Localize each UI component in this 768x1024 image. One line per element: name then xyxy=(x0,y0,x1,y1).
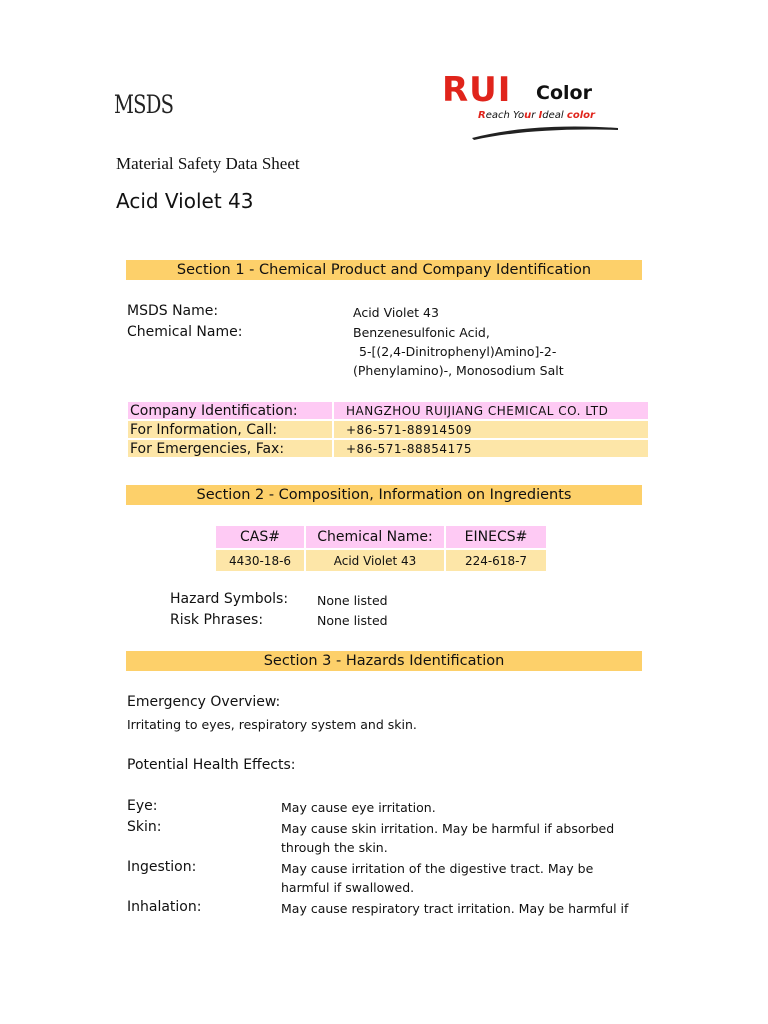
eye-effect-label: Eye: xyxy=(127,798,158,814)
section-2-header: Section 2 - Composition, Information on Ingredients xyxy=(126,485,642,505)
emergency-overview-text: Irritating to eyes, respiratory system and skin. xyxy=(127,717,417,732)
eye-effect-text: May cause eye irritation. xyxy=(281,800,436,815)
msds-name-value: Acid Violet 43 xyxy=(353,305,439,320)
msds-name-label: MSDS Name: xyxy=(127,303,219,319)
skin-effect-text-line-2: through the skin. xyxy=(281,840,388,855)
hazard-symbols-value: None listed xyxy=(317,593,388,608)
information-call-label: For Information, Call: xyxy=(128,421,332,438)
ingredient-chemical-name: Acid Violet 43 xyxy=(306,550,444,571)
skin-effect-text-line-1: May cause skin irritation. May be harmful if absorbed xyxy=(281,821,615,836)
inhalation-effect-text: May cause respiratory tract irritation. May be harmful if xyxy=(281,901,629,916)
chemical-name-line-3: (Phenylamino)-, Monosodium Salt xyxy=(353,363,564,378)
chemical-name-line-2: 5-[(2,4-Dinitrophenyl)Amino]-2- xyxy=(359,344,557,359)
company-identification-value: HANGZHOU RUIJIANG CHEMICAL CO. LTD xyxy=(334,402,648,419)
information-call-value: +86-571-88914509 xyxy=(334,421,648,438)
column-header-cas: CAS# xyxy=(216,526,304,548)
emergency-overview-label: Emergency Overview: xyxy=(127,694,281,710)
ingestion-effect-text-line-1: May cause irritation of the digestive tract. May be xyxy=(281,861,594,876)
skin-effect-label: Skin: xyxy=(127,819,162,835)
company-identification-label: Company Identification: xyxy=(128,402,332,419)
column-header-chemical-name: Chemical Name: xyxy=(306,526,444,548)
hazard-symbols-label: Hazard Symbols: xyxy=(170,591,289,607)
logo-brand: RUI xyxy=(442,70,512,110)
potential-health-effects-label: Potential Health Effects: xyxy=(127,757,296,773)
chemical-name-line-1: Benzenesulfonic Acid, xyxy=(353,325,490,340)
emergencies-fax-value: +86-571-88854175 xyxy=(334,440,648,457)
table-row xyxy=(216,550,546,571)
msds-heading: MSDS xyxy=(114,90,174,119)
table-row xyxy=(128,402,648,419)
risk-phrases-value: None listed xyxy=(317,613,388,628)
company-contact-table xyxy=(126,400,650,459)
document-subtitle: Material Safety Data Sheet xyxy=(116,154,300,173)
ingestion-effect-text-line-2: harmful if swallowed. xyxy=(281,880,415,895)
table-row xyxy=(128,440,648,457)
logo-tagline: Reach Your Ideal color xyxy=(478,110,595,121)
rui-color-logo xyxy=(440,70,620,142)
section-1-header: Section 1 - Chemical Product and Company Identification xyxy=(126,260,642,280)
column-header-einecs: EINECS# xyxy=(446,526,546,548)
inhalation-effect-label: Inhalation: xyxy=(127,899,202,915)
emergencies-fax-label: For Emergencies, Fax: xyxy=(128,440,332,457)
table-header-row xyxy=(216,526,546,548)
chemical-name-label: Chemical Name: xyxy=(127,324,243,340)
risk-phrases-label: Risk Phrases: xyxy=(170,612,264,628)
cas-number: 4430-18-6 xyxy=(216,550,304,571)
einecs-number: 224-618-7 xyxy=(446,550,546,571)
ingestion-effect-label: Ingestion: xyxy=(127,859,197,875)
logo-color-word: Color xyxy=(536,82,592,104)
table-row xyxy=(128,421,648,438)
ingredients-table xyxy=(214,524,548,573)
section-3-header: Section 3 - Hazards Identification xyxy=(126,651,642,671)
product-name: Acid Violet 43 xyxy=(116,189,254,213)
